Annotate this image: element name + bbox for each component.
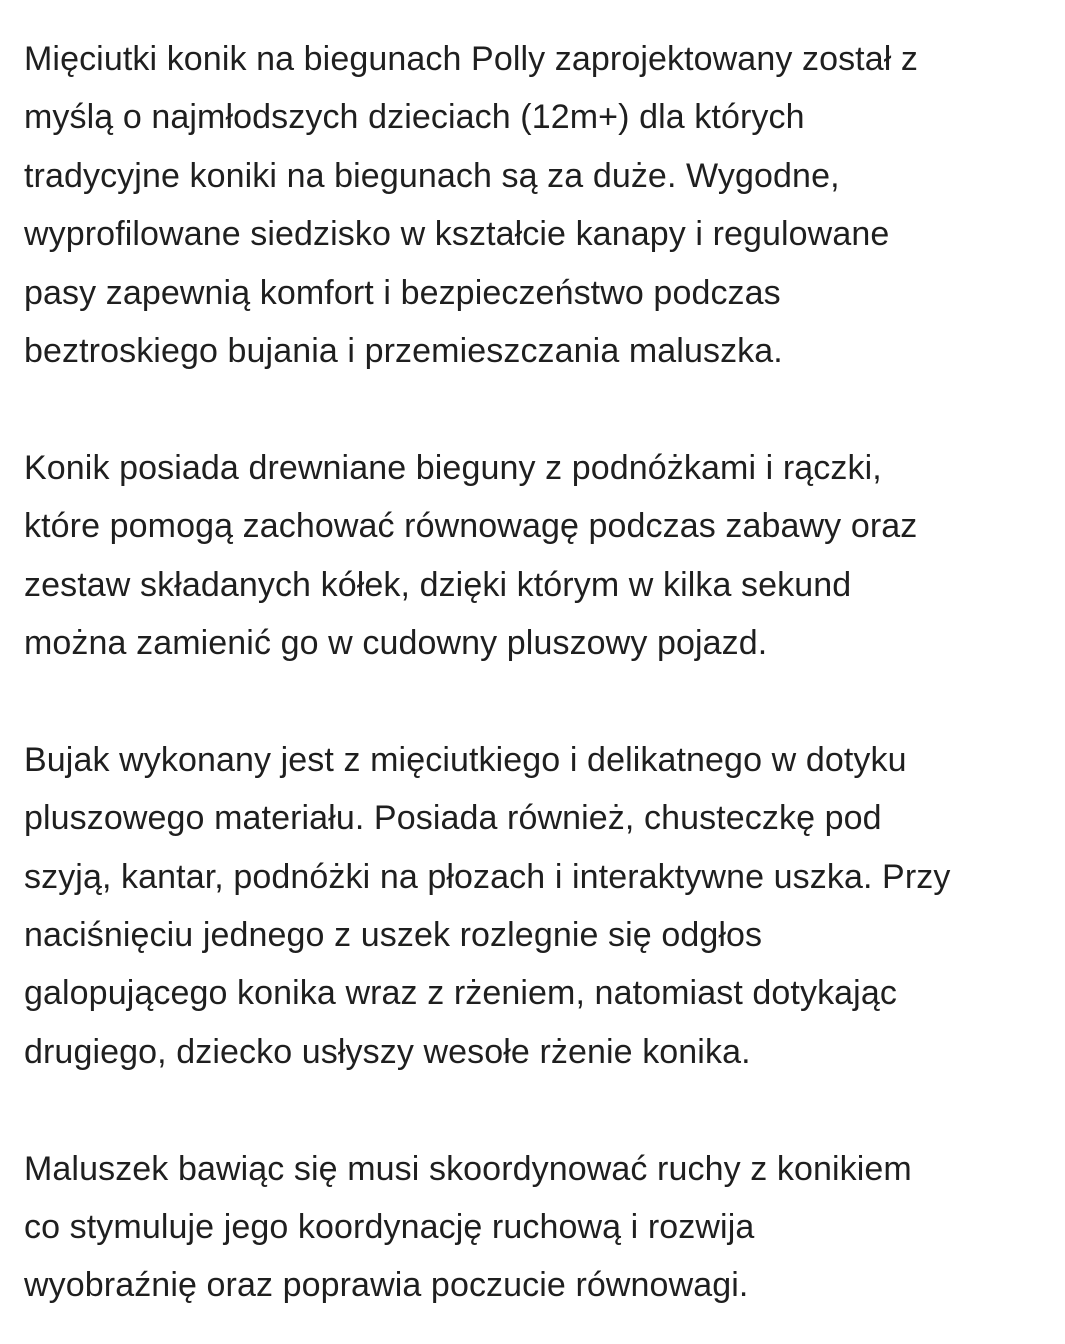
description-paragraph-4: Maluszek bawiąc się musi skoordynować ruchy z konikiem co stymuluje jego koordynację ruchową i rozwija wyobraźnię oraz poprawia poczucie równowagi.: [24, 1149, 912, 1305]
product-description: [24, 30, 1060, 1315]
description-paragraph-1: Mięciutki konik na biegunach Polly zaprojektowany został z myślą o najmłodszych dzieciach (12m+) dla których tradycyjne koniki na biegunach są za duże. Wygodne, wyprofilowane siedzisko w kształcie kanapy i regulowane pasy zapewnią komfort i bezpieczeństwo podczas beztroskiego bujania i przemieszczania maluszka.: [24, 40, 919, 371]
description-paragraph-3: Bujak wykonany jest z mięciutkiego i delikatnego w dotyku pluszowego materiału. Posiada również, chusteczkę pod szyją, kantar, podnóżki na płozach i interaktywne uszka. Przy naciśnięciu jednego z uszek rozlegnie się odgłos galopującego konika wraz z rżeniem, natomiast dotykając drugiego, dziecko usłyszy wesołe rżenie konika.: [24, 740, 951, 1071]
description-paragraph-2: Konik posiada drewniane bieguny z podnóżkami i rączki, które pomogą zachować równowagę podczas zabawy oraz zestaw składanych kółek, dzięki którym w kilka sekund można zamienić go w cudowny pluszowy pojazd.: [24, 448, 918, 663]
